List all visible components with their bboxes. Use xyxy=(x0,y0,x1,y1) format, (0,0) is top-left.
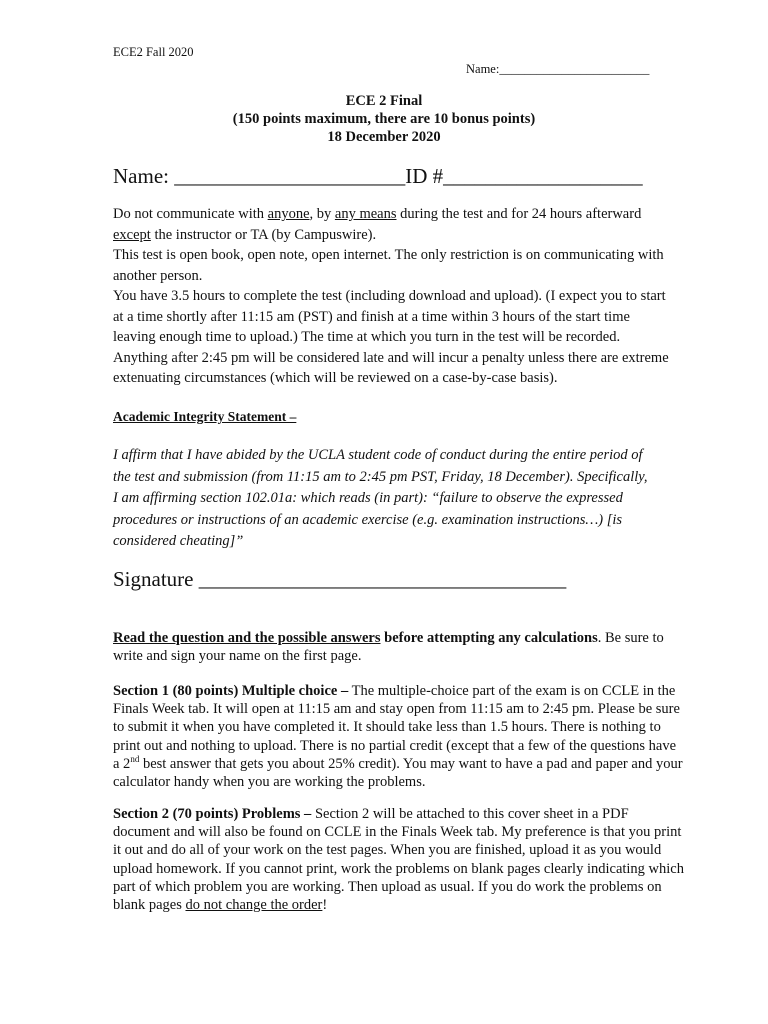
text-span: Section 2 will be attached to this cover sheet in a PDF document and will also be found on CCLE in the Finals Week tab. My preference is that you print it out and do all of your work on the test pages. When you are finished, upload it as you would upload homework. If you cannot print, work the problems on blank pages clearly indicating which part of which problem you are working. Then upload as usual. If you do work the problems on blank pages xyxy=(113,806,684,914)
signature-line: Signature ___________________________________ xyxy=(113,567,567,591)
read-instructions xyxy=(113,629,683,665)
text-span: best answer that gets you about 25% credit). You may want to have a pad and paper and your calculator handy when you are working the problems. xyxy=(113,755,683,791)
read-instructions-text xyxy=(113,629,683,665)
text-span: ! xyxy=(322,897,328,914)
title-line-1: ECE 2 Final xyxy=(345,93,423,109)
section-1 xyxy=(113,682,685,791)
section-2-heading: Section 2 (70 points) Problems – xyxy=(113,806,312,822)
text-span: the instructor or TA (by Campuswire). xyxy=(150,226,377,243)
instruction-communication xyxy=(113,204,673,245)
title-line-3: 18 December 2020 xyxy=(327,129,441,145)
read-question-bold: before attempting any calculations xyxy=(380,630,598,646)
section-2 xyxy=(113,805,685,914)
underlined-anyone: anyone xyxy=(267,206,310,222)
exam-title xyxy=(0,92,768,146)
name-field-header: Name:________________________ xyxy=(466,62,650,76)
read-question-underlined: Read the question and the possible answers xyxy=(113,630,381,646)
instruction-time-limit: You have 3.5 hours to complete the test (including download and upload). (I expect you to start at a time shortly after 11:15 am (PST) and finish at a time within 3 hours of the start time leaving enough time to upload.) The time at which you turn in the test will be recorded. Anything after 2:45 pm will be considered late and will incur a penalty unless there are extreme extenuating circumstances (which will be reviewed on a case-by-case basis). xyxy=(113,288,669,386)
academic-integrity-statement xyxy=(113,445,653,553)
affirmation-text: I affirm that I have abided by the UCLA student code of conduct during the entire period of the test and submission (from 11:15 am to 2:45 pm PST, Friday, 18 December). Specifically, I am affirming section 102.01a: which reads (in part): “failure to observe the expressed procedures or instructions of an academic exercise (e.g. examination instructions…) [is considered cheating]” xyxy=(113,447,648,549)
text-span: , by xyxy=(309,206,335,222)
section-1-heading: Section 1 (80 points) Multiple choice – xyxy=(113,683,349,699)
section-1-text xyxy=(113,682,685,791)
name-id-line: Name: ______________________ID #___________________ xyxy=(113,164,643,188)
instructions-paragraph xyxy=(113,204,673,389)
academic-integrity-heading: Academic Integrity Statement – xyxy=(113,409,297,424)
underlined-any-means: any means xyxy=(334,206,397,222)
text-span: Do not communicate with xyxy=(113,206,268,222)
instruction-open-book: This test is open book, open note, open internet. The only restriction is on communicating with another person. xyxy=(113,247,664,284)
course-header: ECE2 Fall 2020 xyxy=(113,45,194,59)
text-span: . Be sure to write and sign your name on the first page. xyxy=(113,630,664,664)
superscript: nd xyxy=(130,753,140,764)
text-span: The multiple-choice part of the exam is on CCLE in the Finals Week tab. It will open at 11:15 am and stay open from 11:15 am to 2:45 pm. Please be sure to submit it when you have completed it. It should take less than 1.5 hours. There is nothing to print out and nothing to upload. There is no partial credit (except that a few of the questions have a 2 xyxy=(113,683,680,772)
underlined-do-not-change-order: do not change the order xyxy=(185,897,323,914)
title-line-2: (150 points maximum, there are 10 bonus points) xyxy=(232,111,536,127)
section-2-text xyxy=(113,805,685,914)
text-span: during the test and for 24 hours afterward xyxy=(396,206,642,222)
underlined-except: except xyxy=(113,226,151,243)
